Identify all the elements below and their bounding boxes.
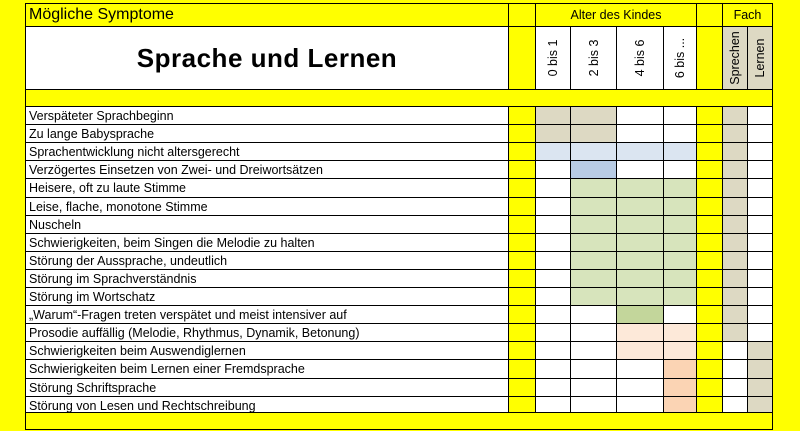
symptom-label: „Warum“-Fragen treten verspätet und meist intensiver auf <box>25 305 509 324</box>
age-column-header: 2 bis 3 <box>570 26 617 90</box>
symptom-label: Schwierigkeiten beim Lernen einer Fremdsprache <box>25 359 509 379</box>
subject-cell <box>747 269 773 288</box>
age-cell <box>616 124 664 143</box>
subject-cell <box>722 124 748 143</box>
spacer-cell <box>696 269 723 288</box>
age-cell <box>570 197 617 216</box>
subject-cell <box>747 323 773 342</box>
subject-cell <box>747 160 773 179</box>
subject-cell <box>722 233 748 252</box>
symptom-label: Heisere, oft zu laute Stimme <box>25 178 509 198</box>
age-cell <box>663 106 697 125</box>
age-cell <box>663 323 697 342</box>
separator-row <box>25 89 773 107</box>
age-cell <box>570 233 617 252</box>
age-cell <box>535 233 571 252</box>
age-cell <box>570 251 617 270</box>
age-cell <box>616 160 664 179</box>
age-cell <box>663 160 697 179</box>
subject-cell <box>722 287 748 306</box>
symptom-label: Störung im Wortschatz <box>25 287 509 306</box>
spacer-cell <box>508 106 536 125</box>
age-cell <box>535 106 571 125</box>
spacer-cell <box>696 178 723 198</box>
age-cell <box>570 287 617 306</box>
spacer-cell <box>696 215 723 234</box>
subject-cell <box>747 341 773 360</box>
spacer-cell <box>696 142 723 161</box>
footer-row <box>25 412 773 430</box>
age-cell <box>663 178 697 198</box>
age-cell <box>535 124 571 143</box>
spacer-cell <box>696 160 723 179</box>
age-column-header: 4 bis 6 <box>616 26 664 90</box>
spacer-cell <box>508 3 536 27</box>
age-cell <box>616 269 664 288</box>
subject-cell <box>747 106 773 125</box>
symptom-label: Störung Schriftsprache <box>25 378 509 397</box>
subject-cell <box>722 269 748 288</box>
age-cell <box>616 197 664 216</box>
subject-cell <box>722 359 748 379</box>
symptom-label: Sprachentwicklung nicht altersgerecht <box>25 142 509 161</box>
subject-cell <box>747 359 773 379</box>
spacer-cell <box>508 269 536 288</box>
age-cell <box>570 142 617 161</box>
subject-cell <box>747 178 773 198</box>
age-cell <box>570 378 617 397</box>
age-cell <box>570 305 617 324</box>
age-cell <box>535 215 571 234</box>
age-cell <box>663 251 697 270</box>
table-title: Mögliche Symptome <box>25 3 509 27</box>
spacer-cell <box>696 124 723 143</box>
age-cell <box>535 305 571 324</box>
spacer-cell <box>508 359 536 379</box>
age-column-header: 0 bis 1 <box>535 26 571 90</box>
subject-column-header: Sprechen <box>722 26 748 90</box>
symptom-label: Störung der Aussprache, undeutlich <box>25 251 509 270</box>
age-cell <box>570 124 617 143</box>
age-cell <box>616 287 664 306</box>
spacer-cell <box>508 287 536 306</box>
age-cell <box>616 142 664 161</box>
symptom-label: Verspäteter Sprachbeginn <box>25 106 509 125</box>
subject-cell <box>722 106 748 125</box>
age-cell <box>616 378 664 397</box>
subject-cell <box>747 378 773 397</box>
symptom-label: Leise, flache, monotone Stimme <box>25 197 509 216</box>
age-cell <box>616 251 664 270</box>
spacer-cell <box>508 124 536 143</box>
age-cell <box>570 359 617 379</box>
spacer-cell <box>696 305 723 324</box>
age-column-header: 6 bis ... <box>663 26 697 90</box>
spacer-cell <box>508 160 536 179</box>
subject-cell <box>722 251 748 270</box>
spacer-cell <box>508 178 536 198</box>
spacer-cell <box>696 359 723 379</box>
spacer-cell <box>508 197 536 216</box>
spacer-cell <box>508 233 536 252</box>
age-cell <box>535 341 571 360</box>
age-cell <box>535 142 571 161</box>
age-cell <box>616 305 664 324</box>
symptom-label: Schwierigkeiten, beim Singen die Melodie zu halten <box>25 233 509 252</box>
spacer-cell <box>508 341 536 360</box>
age-cell <box>616 178 664 198</box>
age-cell <box>535 323 571 342</box>
age-cell <box>570 160 617 179</box>
spacer-cell <box>508 378 536 397</box>
spacer-cell <box>508 305 536 324</box>
age-cell <box>663 341 697 360</box>
subject-cell <box>747 124 773 143</box>
subject-cell <box>747 142 773 161</box>
spacer-cell <box>508 323 536 342</box>
subject-cell <box>722 305 748 324</box>
subject-cell <box>747 233 773 252</box>
age-cell <box>616 323 664 342</box>
age-cell <box>570 215 617 234</box>
spacer-cell <box>696 287 723 306</box>
spacer-cell <box>696 378 723 397</box>
age-cell <box>570 269 617 288</box>
age-cell <box>570 106 617 125</box>
age-cell <box>663 233 697 252</box>
symptom-label: Störung von Lesen und Rechtschreibung <box>25 396 509 415</box>
age-cell <box>663 269 697 288</box>
age-cell <box>535 287 571 306</box>
age-cell <box>535 378 571 397</box>
subject-cell <box>722 323 748 342</box>
subject-cell <box>722 178 748 198</box>
age-cell <box>616 341 664 360</box>
subject-cell <box>722 142 748 161</box>
age-cell <box>535 251 571 270</box>
age-cell <box>535 197 571 216</box>
spacer-cell <box>696 233 723 252</box>
age-cell <box>535 178 571 198</box>
subject-cell <box>722 341 748 360</box>
age-cell <box>663 378 697 397</box>
subject-cell <box>747 215 773 234</box>
age-cell <box>570 323 617 342</box>
subject-group-header: Fach <box>722 3 773 27</box>
subject-cell <box>747 251 773 270</box>
subject-cell <box>747 305 773 324</box>
spacer-cell <box>508 215 536 234</box>
main-title: Sprache und Lernen <box>25 26 509 90</box>
spacer-cell <box>508 251 536 270</box>
age-cell <box>663 124 697 143</box>
age-cell <box>616 106 664 125</box>
spacer-cell <box>696 26 723 90</box>
symptom-label: Prosodie auffällig (Melodie, Rhythmus, Dynamik, Betonung) <box>25 323 509 342</box>
age-cell <box>663 305 697 324</box>
subject-column-header: Lernen <box>747 26 773 90</box>
age-cell <box>535 160 571 179</box>
age-cell <box>535 269 571 288</box>
subject-cell <box>722 215 748 234</box>
age-cell <box>570 178 617 198</box>
symptom-label: Verzögertes Einsetzen von Zwei- und Dreiwortsätzen <box>25 160 509 179</box>
age-cell <box>663 287 697 306</box>
spacer-cell <box>508 142 536 161</box>
age-group-header: Alter des Kindes <box>535 3 697 27</box>
age-cell <box>663 359 697 379</box>
age-cell <box>663 215 697 234</box>
subject-cell <box>747 197 773 216</box>
spacer-cell <box>696 341 723 360</box>
subject-cell <box>722 160 748 179</box>
symptom-label: Schwierigkeiten beim Auswendiglernen <box>25 341 509 360</box>
subject-cell <box>722 378 748 397</box>
spacer-cell <box>696 106 723 125</box>
age-cell <box>616 215 664 234</box>
spacer-cell <box>696 323 723 342</box>
symptom-label: Nuscheln <box>25 215 509 234</box>
spacer-cell <box>696 3 723 27</box>
age-cell <box>570 341 617 360</box>
spacer-cell <box>508 26 536 90</box>
age-cell <box>663 197 697 216</box>
age-cell <box>535 359 571 379</box>
symptom-label: Störung im Sprachverständnis <box>25 269 509 288</box>
spacer-cell <box>696 197 723 216</box>
age-cell <box>663 142 697 161</box>
symptom-label: Zu lange Babysprache <box>25 124 509 143</box>
subject-cell <box>722 197 748 216</box>
subject-cell <box>747 287 773 306</box>
spacer-cell <box>696 251 723 270</box>
age-cell <box>616 233 664 252</box>
age-cell <box>616 359 664 379</box>
